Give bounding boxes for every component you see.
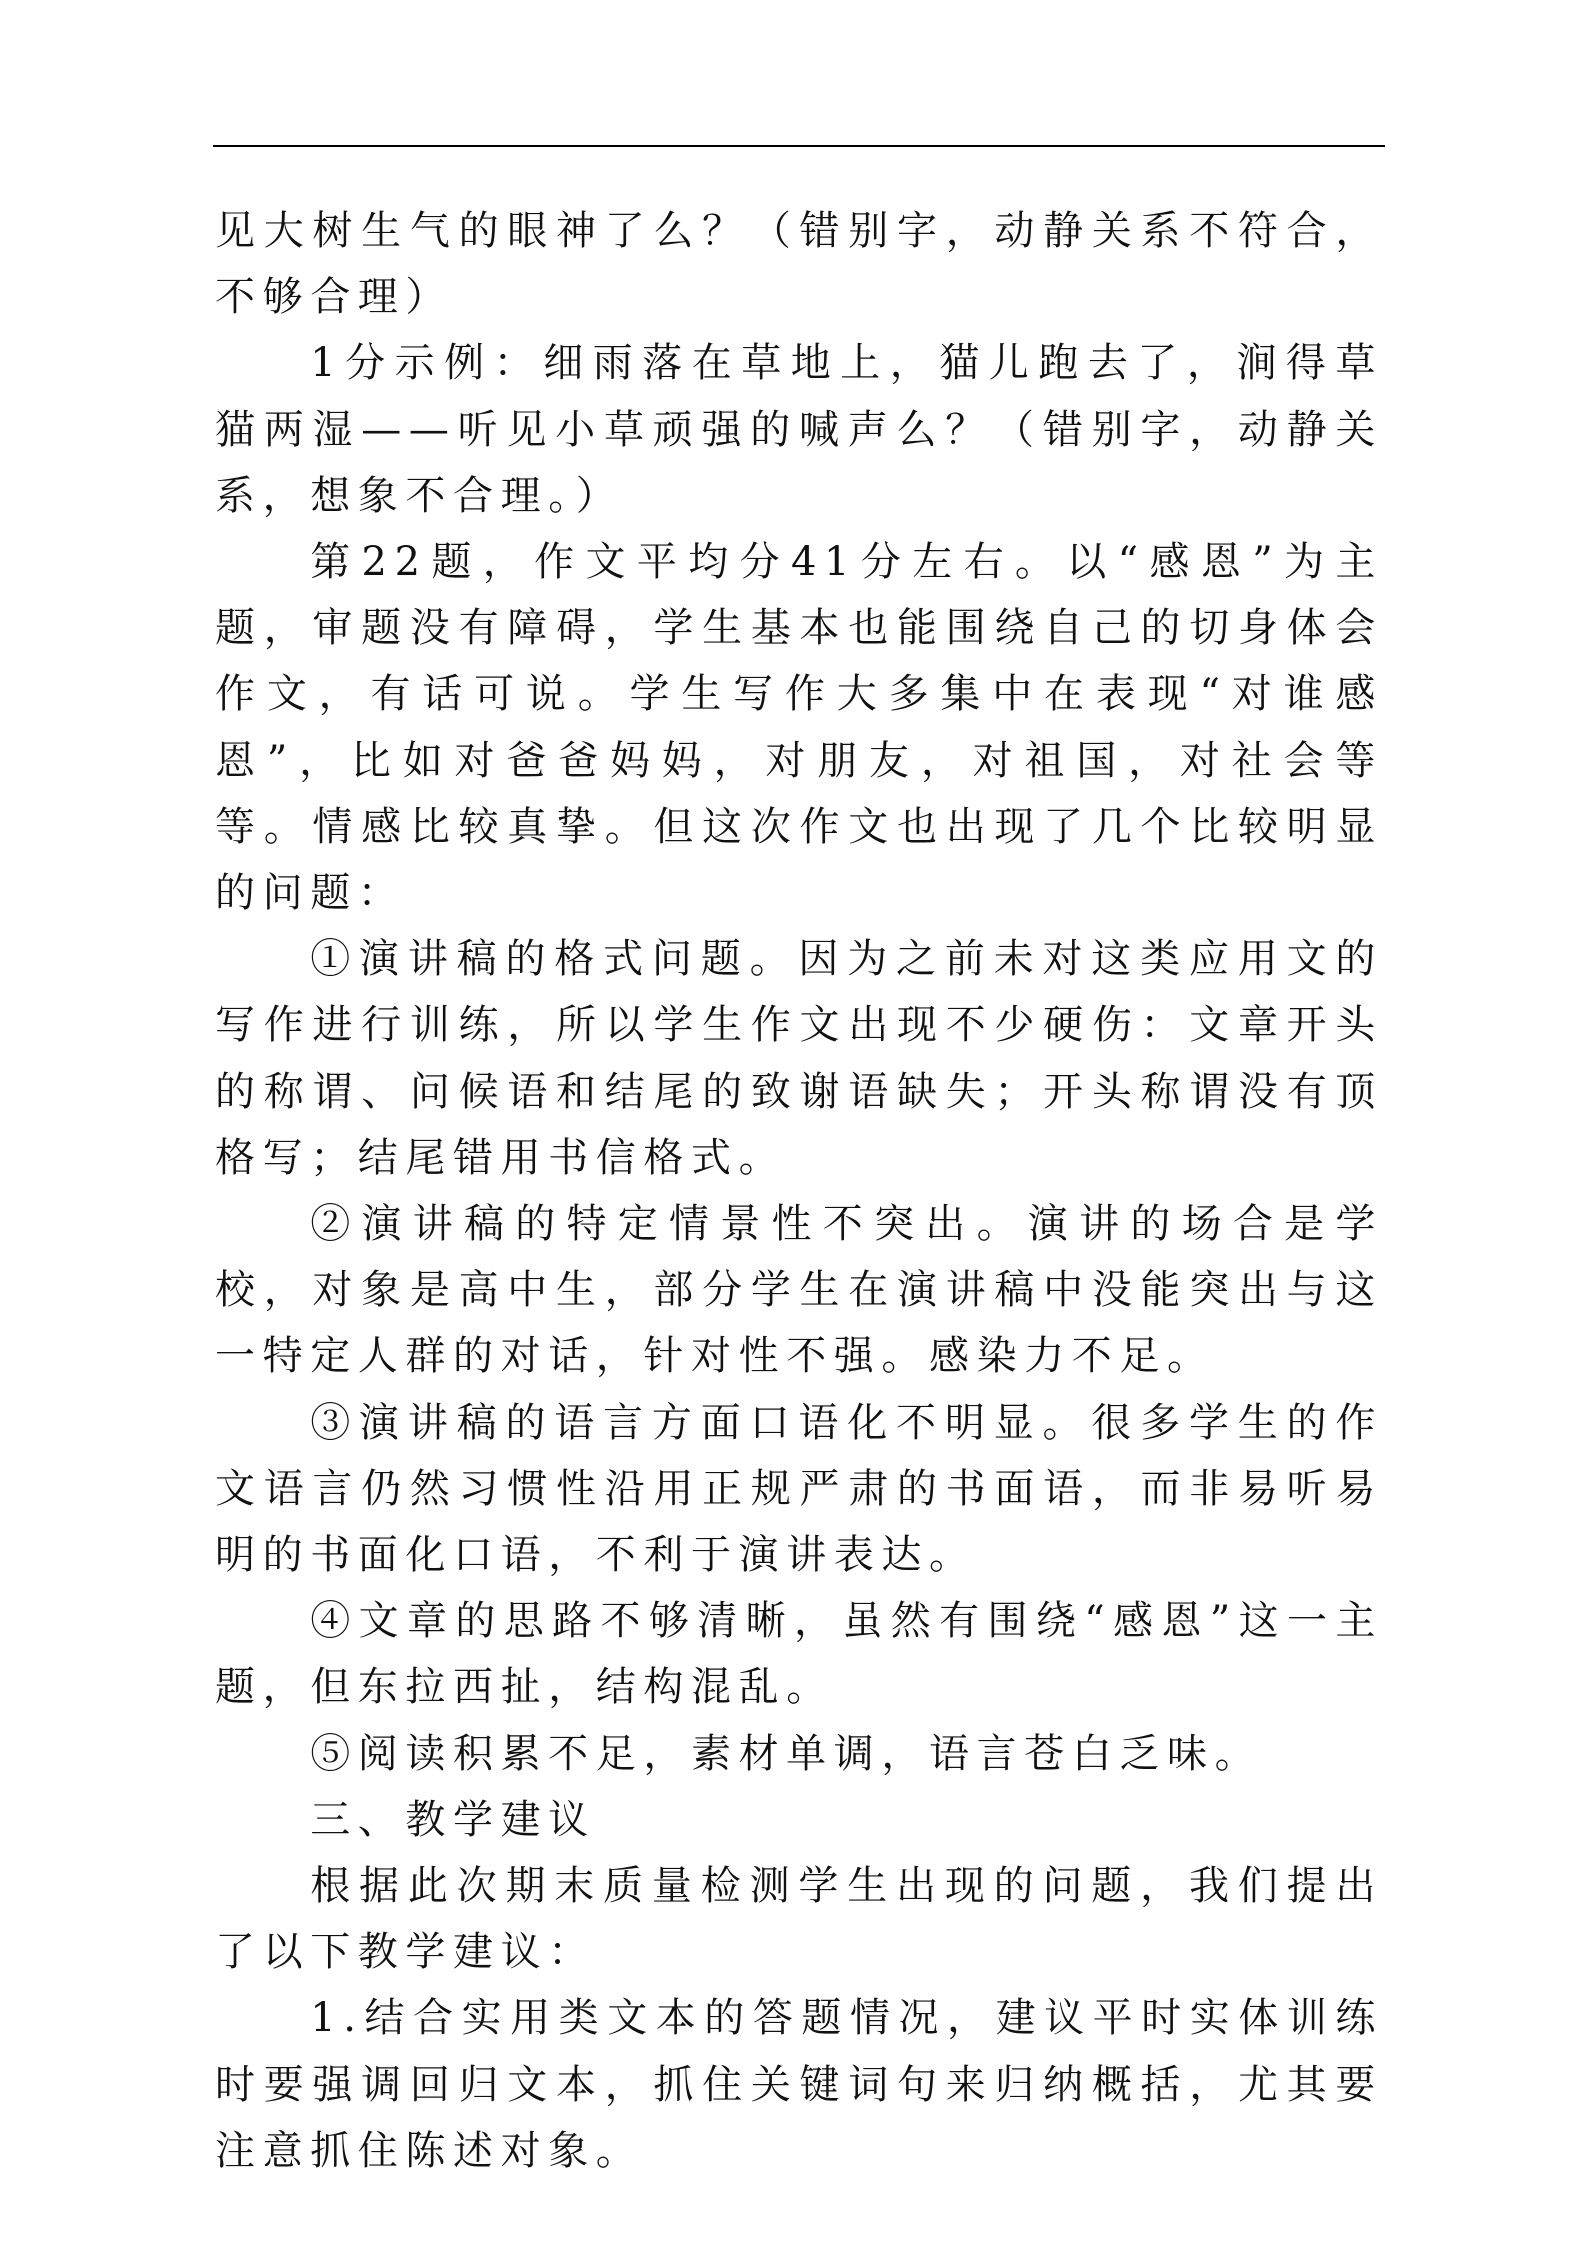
paragraph-question-22: 第22题，作文平均分41分左右。以“感恩”为主题，审题没有障碍，学生基本也能围绕自己的切身体会作文，有话可说。学生写作大多集中在表现“对谁感恩”，比如对爸爸妈妈，对朋友，对祖国，对社会等等。情感比较真挚。但这次作文也出现了几个比较明显的问题： (215, 539, 1383, 917)
paragraph-issue-2: ②演讲稿的特定情景性不突出。演讲的场合是学校，对象是高中生，部分学生在演讲稿中没能突出与这一特定人群的对话，针对性不强。感染力不足。 (215, 1201, 1383, 1380)
paragraph-suggestion-1: 1.结合实用类文本的答题情况，建议平时实体训练时要强调回归文本，抓住关键词句来归纳概括，尤其要注意抓住陈述对象。 (215, 1995, 1383, 2174)
header-rule (213, 145, 1385, 147)
paragraph-issue-3: ③演讲稿的语言方面口语化不明显。很多学生的作文语言仍然习惯性沿用正规严肃的书面语，而非易听易明的书面化口语，不利于演讲表达。 (215, 1399, 1383, 1579)
document-body (215, 198, 1383, 2184)
paragraph-issue-5: ⑤阅读积累不足，素材单调，语言苍白乏味。 (310, 1730, 1263, 1777)
paragraph-issue-4: ④文章的思路不够清晰，虽然有围绕“感恩”这一主题，但东拉西扯，结构混乱。 (215, 1598, 1383, 1711)
paragraph-suggestions-intro: 根据此次期末质量检测学生出现的问题，我们提出了以下教学建议： (215, 1863, 1383, 1976)
paragraph-issue-1: ①演讲稿的格式问题。因为之前未对这类应用文的写作进行训练，所以学生作文出现不少硬伤：文章开头的称谓、问候语和结尾的致谢语缺失；开头称谓没有顶格写；结尾错用书信格式。 (215, 936, 1383, 1181)
paragraph-example-1-point: 1分示例：细雨落在草地上，猫儿跑去了，涧得草猫两湿——听见小草顽强的喊声么？（错别字，动静关系，想象不合理。） (215, 340, 1383, 519)
section-heading-teaching-suggestions: 三、教学建议 (310, 1796, 596, 1843)
paragraph-continuation: 见大树生气的眼神了么？（错别字，动静关系不符合，不够合理） (215, 208, 1383, 321)
